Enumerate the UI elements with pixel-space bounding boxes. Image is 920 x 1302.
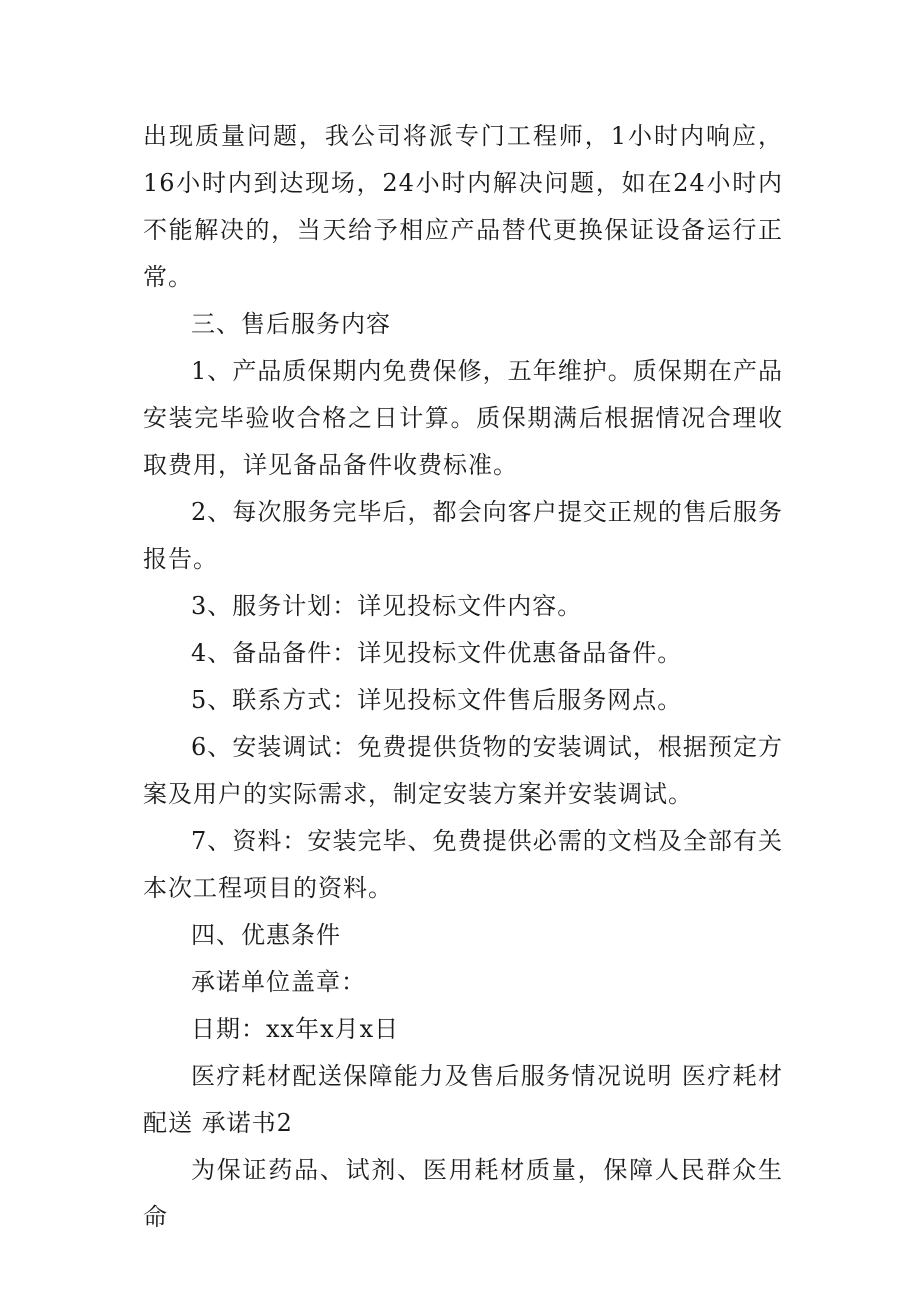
paragraph-item-1-warranty: 1、产品质保期内免费保修，五年维护。质保期在产品安装完毕验收合格之日计算。质保期满后根据情况合理收取费用，详见备品备件收费标准。 bbox=[143, 357, 783, 479]
heading-preferential-terms: 四、优惠条件 bbox=[191, 921, 341, 949]
date-line: 日期：xx年x月x日 bbox=[191, 1015, 400, 1043]
paragraph-item-7-materials: 7、资料：安装完毕、免费提供必需的文档及全部有关本次工程项目的资料。 bbox=[143, 827, 783, 902]
paragraph-item-6-installation: 6、安装调试：免费提供货物的安装调试，根据预定方案及用户的实际需求，制定安装方案并安装调试。 bbox=[143, 733, 783, 808]
heading-after-sales-content: 三、售后服务内容 bbox=[191, 310, 391, 338]
paragraph-item-5-contact: 5、联系方式：详见投标文件售后服务网点。 bbox=[191, 686, 683, 714]
paragraph-item-4-spare-parts: 4、备品备件：详见投标文件优惠备品备件。 bbox=[191, 639, 683, 667]
paragraph-quality-response: 出现质量问题，我公司将派专门工程师，1小时内响应，16小时内到达现场，24小时内解决问题，如在24小时内不能解决的，当天给予相应产品替代更换保证设备运行正常。 bbox=[143, 122, 783, 291]
section-title-commitment-2: 医疗耗材配送保障能力及售后服务情况说明 医疗耗材配送 承诺书2 bbox=[143, 1062, 783, 1137]
paragraph-item-2-service-report: 2、每次服务完毕后，都会向客户提交正规的售后服务报告。 bbox=[143, 498, 783, 573]
paragraph-item-3-service-plan: 3、服务计划：详见投标文件内容。 bbox=[191, 592, 583, 620]
company-seal-line: 承诺单位盖章： bbox=[191, 968, 366, 996]
document-body bbox=[143, 113, 783, 1241]
paragraph-commitment-intro: 为保证药品、试剂、医用耗材质量，保障人民群众生命 bbox=[143, 1156, 783, 1231]
